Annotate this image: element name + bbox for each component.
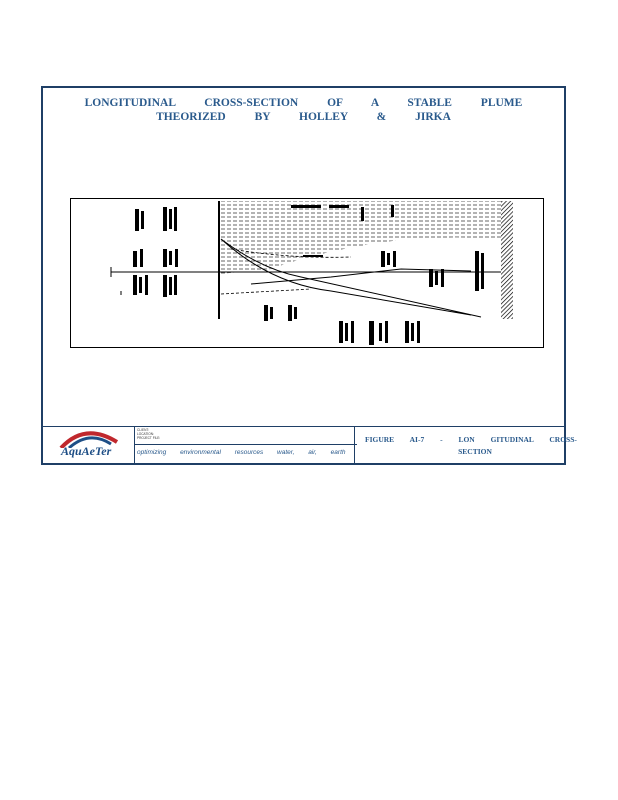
right-wall <box>501 201 513 319</box>
footer <box>43 426 577 463</box>
company-logo <box>55 428 135 462</box>
cross-section-figure <box>70 198 544 348</box>
title-line-2: THEORIZED BY HOLLEY & JIRKA <box>156 111 451 123</box>
figure-caption-line-1: FIGURE AI-7 - LON GITUDINAL CROSS- <box>365 435 577 444</box>
info-client: CLIENT: <box>137 428 149 432</box>
plume-cross-section-drawing <box>71 199 543 347</box>
info-location: LOCATION: <box>137 432 154 436</box>
info-divider <box>135 444 357 445</box>
upper-layer-hatch <box>219 201 501 274</box>
project-info-lines <box>137 428 160 440</box>
tagline: optimizing environmental resources water, air, earth <box>137 449 346 456</box>
document-frame <box>41 86 577 465</box>
figure-caption-line-2: SECTION <box>458 447 492 456</box>
info-project-file: PROJECT FILE: <box>137 436 161 440</box>
page-title <box>43 96 564 124</box>
title-line-1: LONGITUDINAL CROSS-SECTION OF A STABLE PLUME <box>84 97 523 109</box>
project-info-block <box>134 427 355 463</box>
figure-caption <box>354 427 577 463</box>
logo-text: AquAeTer <box>61 444 112 458</box>
